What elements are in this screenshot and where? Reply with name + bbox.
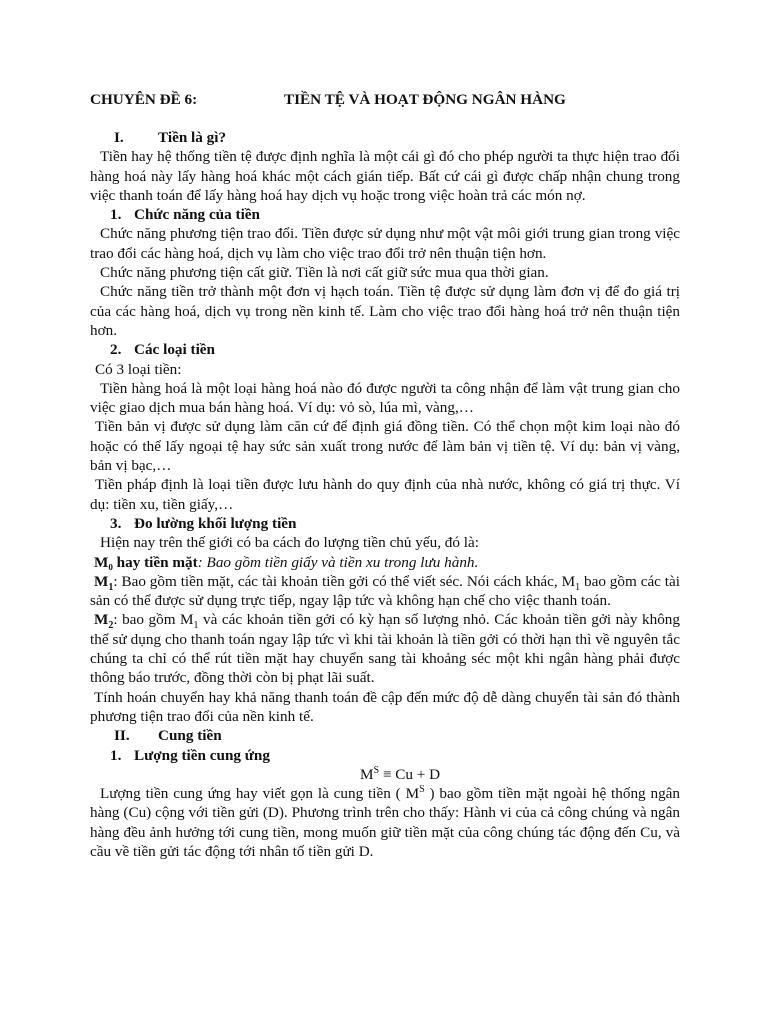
paragraph: Tính hoán chuyển hay khả năng thanh toán đề cập đến mức độ dễ dàng chuyển tài sản đó thành phương tiện trao đổi của nền kinh tế. [90, 688, 680, 725]
subsection-label: Chức năng của tiền [134, 206, 260, 224]
document-page [90, 90, 680, 861]
paragraph: Tiền pháp định là loại tiền được lưu hành do quy định của nhà nước, không có giá trị thực. Ví dụ: tiền xu, tiền giấy,… [90, 476, 680, 513]
subsection-number: 3. [110, 514, 122, 532]
section-heading-1 [90, 128, 680, 147]
section-label: Cung tiền [158, 727, 222, 745]
paragraph: Chức năng phương tiện cất giữ. Tiền là nơi cất giữ sức mua qua thời gian. [100, 264, 549, 282]
paragraph: Tiền hay hệ thống tiền tệ được định nghĩa là một cái gì đó cho phép người ta thực hiện trao đổi hàng hoá này lấy hàng hoá khác một cách gián tiếp. Bất cứ cái gì được chấp nhận chung trong việc thanh toán để lấy hàng hoá hay dịch vụ hoặc trong việc hoàn trả các món nợ. [90, 148, 680, 204]
section-label: Tiền là gì? [158, 129, 227, 146]
paragraph: Chức năng tiền trở thành một đơn vị hạch toán. Tiền tệ được sử dụng làm đơn vị để đo giá trị của các hàng hoá, dịch vụ trong nền kinh tế. Làm cho việc trao đổi hàng hoá trở nên thuận tiện hơn. [90, 283, 680, 339]
document-title [90, 90, 680, 109]
section-number: I. [114, 129, 124, 146]
subsection-label: Lượng tiền cung ứng [134, 746, 270, 764]
paragraph: Tiền bản vị được sử dụng làm căn cứ để định giá đồng tiền. Có thể chọn một kim loại nào đó hoặc có thể lấy ngoại tệ hay sức sản xuất trong nước để làm bản vị tiền tệ. Ví dụ: bản vị vàng, bản vị bạc,… [90, 418, 680, 475]
paragraph: Có 3 loại tiền: [95, 360, 182, 378]
subsection-number: 1. [110, 206, 122, 224]
subsection-label: Đo lường khối lượng tiền [134, 514, 297, 532]
paragraph: Hiện nay trên thế giới có ba cách đo lượng tiền chủ yếu, đó là: [100, 534, 479, 552]
subsection-number: 2. [110, 341, 122, 359]
money-supply-formula: $M^S \equiv Cu + D$ [359, 764, 441, 783]
section-heading-2 [90, 726, 680, 745]
subsection-heading [90, 514, 680, 533]
section-number: II. [114, 727, 130, 745]
paragraph: Chức năng phương tiện trao đổi. Tiền được sử dụng như một vật môi giới trung gian trong việc trao đổi các hàng hoá, dịch vụ làm cho việc trao đổi trở nên thuận tiện hơn. [90, 225, 680, 262]
subsection-number: 1. [110, 746, 122, 764]
topic-number: CHUYÊN ĐỀ 6: [90, 91, 198, 108]
m0-text: : Bao gồm tiền giấy và tiền xu trong lưu hành. [197, 553, 479, 571]
paragraph: Lượng tiền cung ứng hay viết gọn là cung tiền ( $M^S$ ) bao gồm tiền mặt ngoài hệ thống ngân hàng (Cu) cộng với tiền gửi (D). Phương trình trên cho thấy: Hành vi của cả công chúng và ngân hàng đều ảnh hưởng tới cung tiền, mong muốn giữ tiền mặt của công chúng tác động đến Cu, và cầu về tiền gửi tác động tới nhân tố tiền gửi D. [90, 784, 680, 860]
paragraph: Tiền hàng hoá là một loại hàng hoá nào đó được người ta công nhận để làm vật trung gian cho việc giao dịch mua bán hàng hoá. Ví dụ: vỏ sò, lúa mì, vàng,… [90, 379, 680, 417]
subsection-heading [90, 746, 680, 765]
subsection-heading [90, 205, 680, 224]
paragraph-m2: $M_2$: bao gồm $M_1$ và các khoản tiền gởi có kỳ hạn số lượng nhỏ. Các khoản tiền gởi này không thể sử dụng cho thanh toán ngay lập tức vì khi tài khoản là tiền gởi có thời hạn thì về nguyên tắc chúng ta chỉ có thể rút tiền mặt hay chuyển sang tài khoảng séc một khi ngân hàng phải được thông báo trước, đồng thời còn bị phạt lãi suất. [90, 611, 680, 687]
subsection-heading [90, 340, 680, 359]
subsection-label: Các loại tiền [134, 341, 215, 359]
paragraph-m0 [90, 553, 680, 572]
paragraph-m1: $M_1$: Bao gồm tiền mặt, các tài khoản tiền gởi có thể viết séc. Nói cách khác, $M_1$ bao gồm các tài sản có thể được sử dụng trực tiếp, ngay lập tức và không hạn chế cho việc thanh toán. [90, 572, 680, 610]
term-m1: $M_1$ [94, 572, 114, 593]
term-m2: $M_2$ [94, 611, 114, 632]
topic-title: TIỀN TỆ VÀ HOẠT ĐỘNG NGÂN HÀNG [284, 91, 566, 108]
term-m0: M₀ hay tiền mặt [94, 553, 198, 571]
